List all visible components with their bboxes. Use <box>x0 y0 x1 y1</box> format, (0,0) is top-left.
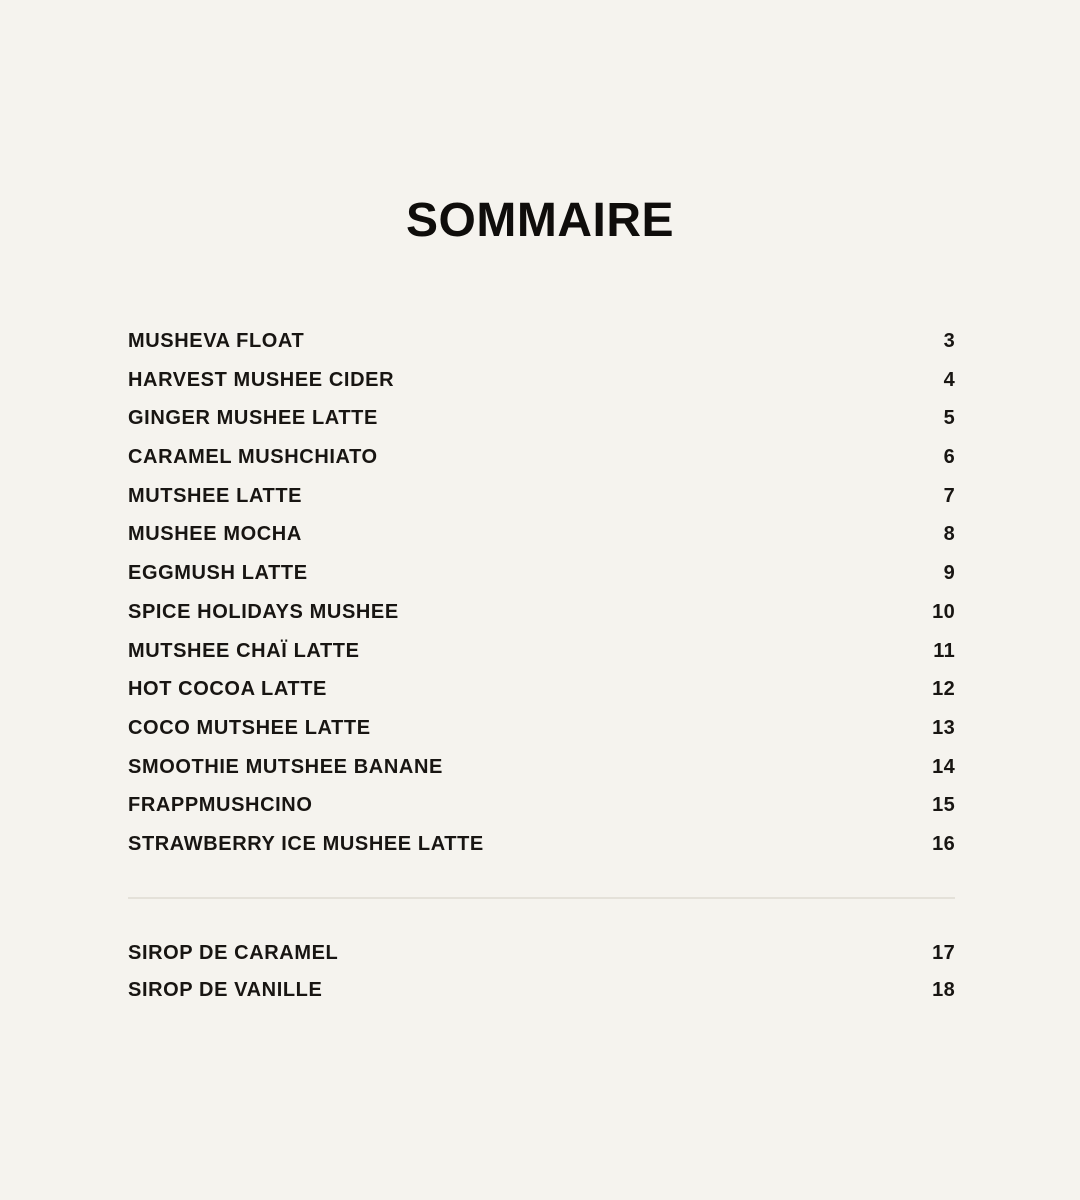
section-divider <box>128 897 955 899</box>
toc-entry <box>128 748 955 787</box>
toc-entry-page-number: 4 <box>943 368 955 391</box>
toc-entry-label: GINGER MUSHEE LATTE <box>128 407 378 430</box>
toc-extra-list <box>128 935 955 1010</box>
toc-entry <box>128 825 955 864</box>
toc-entry-page-number: 13 <box>932 716 955 739</box>
toc-entry-page-number: 14 <box>932 755 955 778</box>
toc-entry-page-number: 10 <box>932 600 955 623</box>
toc-entry-label: MUTSHEE CHAÏ LATTE <box>128 639 360 662</box>
toc-entry-page-number: 6 <box>943 446 955 469</box>
toc-entry <box>128 935 955 973</box>
toc-entry-label: EGGMUSH LATTE <box>128 562 308 585</box>
toc-entry-page-number: 16 <box>932 832 955 855</box>
toc-entry-page-number: 18 <box>932 979 955 1002</box>
toc-entry-page-number: 3 <box>943 330 955 352</box>
toc-entry-label: COCO MUTSHEE LATTE <box>128 716 371 739</box>
toc-entry <box>128 554 955 593</box>
toc-entry-label: FRAPPMUSHCINO <box>128 794 313 817</box>
toc-entry <box>128 515 955 554</box>
toc-entry-label: HARVEST MUSHEE CIDER <box>128 368 395 391</box>
toc-entry <box>128 632 955 671</box>
toc-entry-page-number: 11 <box>933 639 955 662</box>
toc-entry-label: HOT COCOA LATTE <box>128 678 327 701</box>
toc-entry-label: MUSHEVA FLOAT <box>128 330 305 352</box>
toc-entry-label: SMOOTHIE MUTSHEE BANANE <box>128 755 443 778</box>
toc-entry-label: STRAWBERRY ICE MUSHEE LATTE <box>128 832 484 855</box>
toc-entry <box>128 972 955 1010</box>
page-title: SOMMAIRE <box>406 194 674 247</box>
toc-entry-page-number: 17 <box>932 941 955 964</box>
toc-main-list <box>128 322 955 864</box>
toc-entry <box>128 709 955 748</box>
toc-entry-label: MUTSHEE LATTE <box>128 484 303 507</box>
toc-entry-page-number: 7 <box>943 484 955 507</box>
toc-entry-label: SPICE HOLIDAYS MUSHEE <box>128 600 399 623</box>
toc-entry-page-number: 9 <box>943 562 955 585</box>
toc-entry <box>128 670 955 709</box>
toc-entry <box>128 786 955 825</box>
toc-entry-label: CARAMEL MUSHCHIATO <box>128 446 378 469</box>
toc-entry <box>128 399 955 438</box>
toc-entry-page-number: 15 <box>932 794 955 817</box>
toc-entry <box>128 361 955 400</box>
toc-entry-page-number: 8 <box>943 523 955 546</box>
toc-entry <box>128 438 955 477</box>
toc-entry-page-number: 5 <box>943 407 955 430</box>
toc-entry <box>128 477 955 516</box>
toc-entry-label: MUSHEE MOCHA <box>128 523 302 546</box>
toc-entry-label: SIROP DE CARAMEL <box>128 941 339 964</box>
toc-entry <box>128 593 955 632</box>
toc-entry-page-number: 12 <box>932 678 955 701</box>
toc-entry <box>128 322 955 361</box>
toc-entry-label: SIROP DE VANILLE <box>128 979 323 1002</box>
